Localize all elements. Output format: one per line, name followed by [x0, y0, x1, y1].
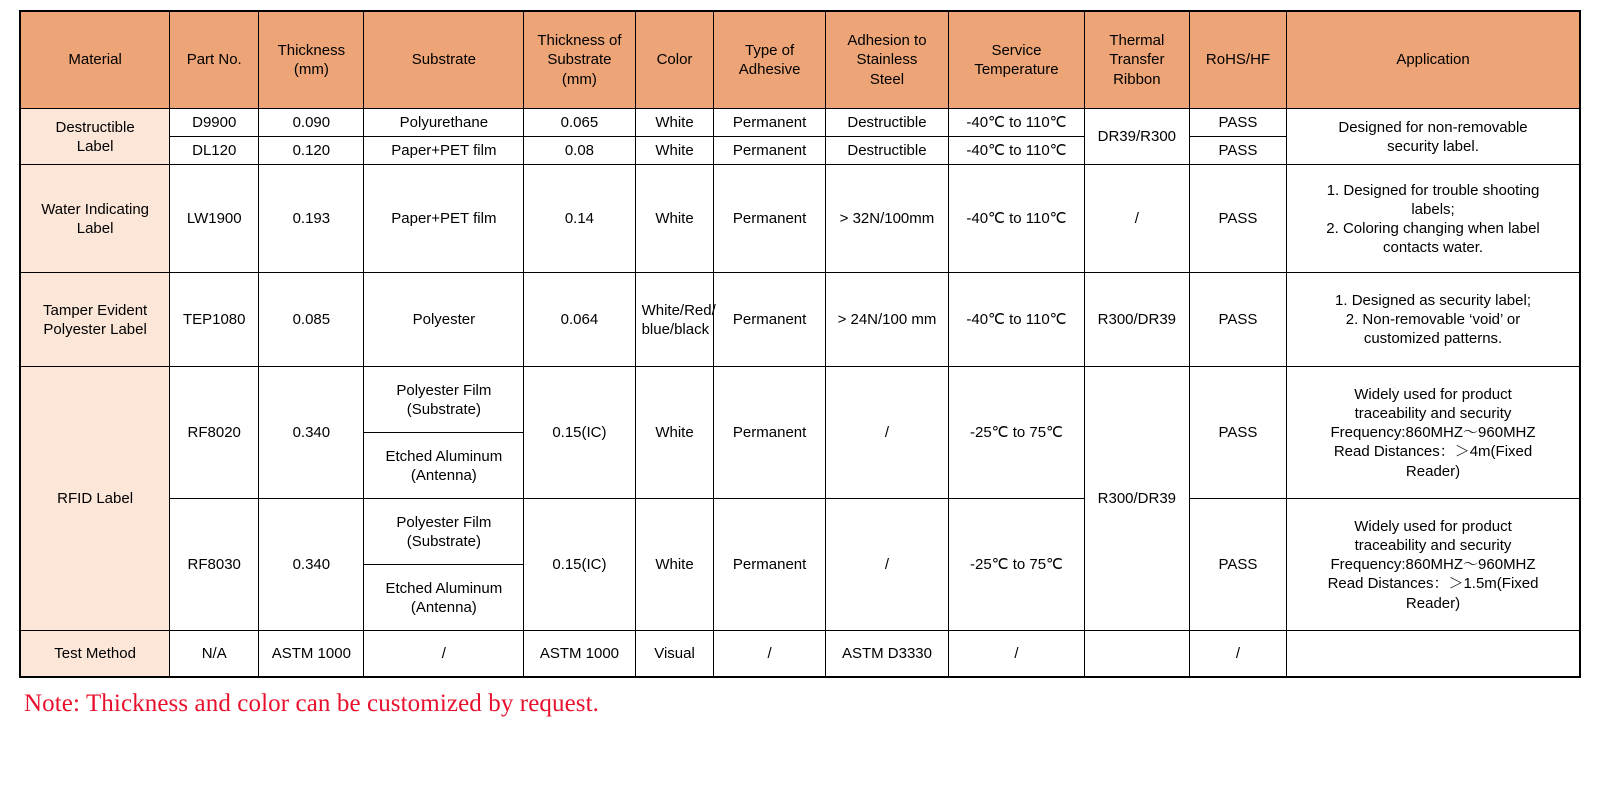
value-thickness: 0.193	[292, 210, 331, 228]
value-part-no: RF8020	[187, 424, 241, 442]
cell-ribbon-rfid	[1084, 367, 1189, 631]
header-thick-sub-line1: Thickness of	[537, 32, 622, 50]
cell-thickness-of-substrate	[524, 165, 635, 273]
value-adhesion: ASTM D3330	[841, 645, 932, 663]
value-adhesion: Destructible	[847, 142, 927, 160]
value-part-no: TEP1080	[182, 311, 246, 329]
value-thickness: 0.120	[292, 142, 331, 160]
cell-adhesion	[825, 165, 948, 273]
value-ribbon: DR39/R300	[1097, 128, 1177, 146]
value-service: -25℃ to 75℃	[970, 424, 1063, 442]
value-adhesion: Destructible	[847, 114, 927, 131]
substrate-film-line2: (Substrate)	[406, 532, 481, 550]
cell-adhesion	[825, 367, 948, 499]
cell-part-no	[170, 273, 259, 367]
header-thickness-of-substrate	[524, 11, 635, 109]
cell-color	[635, 367, 714, 499]
value-rohs: PASS	[1218, 114, 1258, 131]
application-tamper-line3: customized patterns.	[1363, 330, 1503, 348]
cell-application-rfid-8020	[1287, 367, 1580, 499]
header-thickness-line2: (mm)	[293, 61, 329, 78]
table-body	[20, 109, 1580, 677]
application-water-line1: 1. Designed for trouble shooting	[1326, 181, 1540, 199]
header-adhesion-line3: Steel	[869, 70, 905, 88]
cell-substrate	[364, 165, 524, 273]
cell-service-temperature	[949, 499, 1085, 631]
table-row	[20, 165, 1580, 273]
cell-adhesive	[714, 499, 825, 631]
substrate-antenna-line1: Etched Aluminum	[385, 579, 503, 597]
header-rohs-label: RoHS/HF	[1205, 51, 1271, 69]
cell-application-destructible	[1287, 109, 1580, 165]
cell-adhesive	[714, 273, 825, 367]
header-color	[635, 11, 714, 109]
cell-service-temperature	[949, 273, 1085, 367]
cell-adhesion	[825, 631, 948, 677]
value-part-no: LW1900	[186, 210, 242, 228]
cell-application-test-method	[1287, 631, 1580, 677]
header-application-label: Application	[1396, 51, 1470, 69]
application-rf8020-line1: Widely used for product	[1354, 385, 1512, 403]
application-water-line2: labels;	[1411, 200, 1455, 218]
cell-thickness	[259, 367, 364, 499]
cell-adhesive	[714, 137, 825, 165]
value-adhesive: Permanent	[732, 311, 807, 329]
cell-color	[635, 499, 714, 631]
value-substrate: Paper+PET film	[391, 210, 497, 228]
value-thickness-sub: ASTM 1000	[539, 645, 620, 663]
cell-color	[635, 109, 714, 137]
value-color: White	[655, 424, 694, 442]
cell-adhesive	[714, 109, 825, 137]
value-thickness: ASTM 1000	[271, 645, 351, 663]
value-adhesion: > 32N/100mm	[839, 210, 935, 228]
cell-service-temperature	[949, 631, 1085, 677]
application-water-line3: 2. Coloring changing when label	[1326, 219, 1540, 237]
value-adhesion: > 24N/100 mm	[837, 311, 937, 329]
cell-rohs	[1189, 109, 1286, 137]
cell-thickness	[259, 165, 364, 273]
cell-substrate-film	[364, 499, 524, 565]
cell-ribbon	[1084, 165, 1189, 273]
cell-rohs	[1189, 367, 1286, 499]
material-water-line1: Water Indicating	[41, 200, 150, 218]
cell-application-rfid-8030	[1287, 499, 1580, 631]
cell-thickness	[259, 109, 364, 137]
cell-material-destructible	[20, 109, 170, 165]
value-service: -40℃ to 110℃	[966, 210, 1067, 228]
header-material	[20, 11, 170, 109]
value-adhesion: /	[884, 556, 890, 574]
value-color: Visual	[654, 645, 695, 663]
cell-ribbon	[1084, 631, 1189, 677]
value-thickness-sub: 0.14	[564, 210, 595, 228]
value-thickness-sub: 0.15(IC)	[552, 556, 607, 574]
substrate-antenna-line2: (Antenna)	[410, 466, 477, 484]
cell-rohs	[1189, 137, 1286, 165]
color-tamper-line1: White/Red/	[641, 301, 716, 319]
note-text: Note: Thickness and color can be customized by request.	[24, 689, 600, 717]
material-tamper-line2: Polyester Label	[43, 320, 147, 338]
material-destructible-line2: Label	[76, 137, 114, 155]
cell-color	[635, 631, 714, 677]
value-adhesive: /	[767, 645, 772, 663]
cell-substrate	[364, 631, 524, 677]
substrate-film-line1: Polyester Film	[396, 381, 492, 399]
value-substrate: /	[441, 645, 446, 663]
cell-part-no	[170, 109, 259, 137]
cell-service-temperature	[949, 165, 1085, 273]
color-tamper-line2: blue/black	[641, 320, 710, 338]
cell-part-no	[170, 367, 259, 499]
application-destructible-line1: Designed for non-removable	[1338, 118, 1528, 136]
value-service: /	[1014, 645, 1019, 663]
header-color-label: Color	[656, 51, 693, 69]
cell-rohs	[1189, 165, 1286, 273]
material-water-line2: Label	[76, 219, 114, 237]
value-thickness: 0.085	[292, 311, 331, 329]
table-row	[20, 273, 1580, 367]
value-service: -40℃ to 110℃	[966, 142, 1067, 160]
cell-rohs	[1189, 631, 1286, 677]
cell-substrate-antenna	[364, 565, 524, 631]
table-row	[20, 499, 1580, 565]
cell-thickness	[259, 137, 364, 165]
header-service-line1: Service	[991, 41, 1042, 59]
cell-adhesive	[714, 165, 825, 273]
header-thick-sub-line2: Substrate	[547, 51, 612, 69]
cell-adhesion	[825, 273, 948, 367]
header-material-label: Material	[68, 51, 122, 69]
value-thickness-sub: 0.064	[560, 311, 599, 329]
material-test-method-label: Test Method	[54, 645, 136, 663]
cell-part-no	[170, 137, 259, 165]
cell-material-rfid	[20, 367, 170, 631]
value-ribbon: R300/DR39	[1097, 311, 1177, 329]
header-application	[1287, 11, 1580, 109]
header-adhesion-stainless-steel	[825, 11, 948, 109]
cell-application-water	[1287, 165, 1580, 273]
application-rf8030-line5: Reader)	[1405, 594, 1461, 612]
header-service-temperature	[949, 11, 1085, 109]
substrate-antenna-line1: Etched Aluminum	[385, 447, 503, 465]
value-adhesive: Permanent	[732, 556, 807, 574]
value-service: -40℃ to 110℃	[966, 311, 1067, 329]
cell-service-temperature	[949, 367, 1085, 499]
cell-thickness-of-substrate	[524, 499, 635, 631]
substrate-film-line1: Polyester Film	[396, 513, 492, 531]
table-row	[20, 631, 1580, 677]
substrate-antenna-line2: (Antenna)	[410, 598, 477, 616]
cell-adhesion	[825, 109, 948, 137]
value-substrate: Polyester	[412, 311, 476, 329]
cell-material-water-indicating	[20, 165, 170, 273]
material-rfid-label: RFID Label	[57, 490, 134, 508]
value-adhesive: Permanent	[732, 114, 807, 131]
cell-rohs	[1189, 499, 1286, 631]
value-adhesive: Permanent	[732, 424, 807, 442]
application-rf8030-line2: traceability and security	[1354, 537, 1512, 555]
value-thickness: 0.340	[292, 556, 331, 574]
value-rohs: /	[1235, 645, 1241, 663]
cell-adhesive	[714, 367, 825, 499]
cell-ribbon	[1084, 273, 1189, 367]
cell-color	[635, 165, 714, 273]
cell-adhesion	[825, 137, 948, 165]
application-water-line4: contacts water.	[1382, 239, 1484, 257]
cell-service-temperature	[949, 137, 1085, 165]
value-part-no: DL120	[192, 142, 237, 160]
value-thickness-sub: 0.065	[560, 114, 599, 131]
cell-substrate	[364, 109, 524, 137]
cell-thickness	[259, 499, 364, 631]
header-thickness	[259, 11, 364, 109]
header-part-no	[170, 11, 259, 109]
value-thickness: 0.090	[292, 114, 331, 131]
value-substrate: Polyurethane	[399, 114, 489, 131]
cell-thickness-of-substrate	[524, 631, 635, 677]
application-rf8020-line2: traceability and security	[1354, 405, 1512, 423]
header-adhesion-line1: Adhesion to	[847, 32, 927, 50]
header-row	[20, 11, 1580, 109]
value-thickness-sub: 0.08	[564, 142, 595, 160]
cell-substrate	[364, 273, 524, 367]
cell-thickness-of-substrate	[524, 273, 635, 367]
application-rf8020-line4: Read Distances：＞4m(Fixed	[1333, 443, 1533, 461]
application-tamper-line2: 2. Non-removable ‘void’ or	[1345, 311, 1521, 329]
header-ribbon-line3: Ribbon	[1113, 70, 1161, 88]
header-ribbon-line1: Thermal	[1109, 32, 1165, 50]
table-row	[20, 367, 1580, 433]
value-rohs: PASS	[1218, 210, 1258, 228]
application-rf8030-line3: Frequency:860MHZ～960MHZ	[1330, 556, 1536, 574]
header-part-no-label: Part No.	[186, 51, 242, 69]
value-part-no: D9900	[192, 114, 237, 131]
header-adhesive-line2: Adhesive	[738, 61, 801, 78]
header-thick-sub-line3: (mm)	[561, 70, 597, 88]
substrate-film-line2: (Substrate)	[406, 400, 481, 418]
cell-material-tamper-evident	[20, 273, 170, 367]
value-rohs: PASS	[1218, 556, 1258, 574]
value-service: -40℃ to 110℃	[966, 114, 1067, 131]
cell-adhesion	[825, 499, 948, 631]
material-tamper-line1: Tamper Evident	[43, 301, 148, 319]
cell-thickness	[259, 273, 364, 367]
value-part-no: RF8030	[187, 556, 241, 574]
cell-color	[635, 273, 714, 367]
value-part-no: N/A	[201, 645, 227, 663]
value-adhesive: Permanent	[732, 210, 807, 228]
value-ribbon: R300/DR39	[1097, 490, 1177, 508]
table-row	[20, 109, 1580, 137]
header-thermal-transfer-ribbon	[1084, 11, 1189, 109]
value-color: White	[655, 114, 694, 131]
application-rf8020-line3: Frequency:860MHZ～960MHZ	[1330, 424, 1536, 442]
header-substrate-label: Substrate	[411, 51, 476, 69]
value-rohs: PASS	[1218, 142, 1258, 160]
cell-thickness-of-substrate	[524, 137, 635, 165]
value-thickness: 0.340	[292, 424, 331, 442]
value-service: -25℃ to 75℃	[970, 556, 1063, 574]
cell-service-temperature	[949, 109, 1085, 137]
value-substrate: Paper+PET film	[391, 142, 497, 160]
header-service-line2: Temperature	[974, 61, 1059, 78]
value-color: White	[655, 142, 694, 160]
header-type-of-adhesive	[714, 11, 825, 109]
cell-color	[635, 137, 714, 165]
application-rf8020-line5: Reader)	[1405, 462, 1461, 480]
cell-part-no	[170, 631, 259, 677]
cell-application-tamper	[1287, 273, 1580, 367]
cell-part-no	[170, 165, 259, 273]
cell-substrate-film	[364, 367, 524, 433]
value-rohs: PASS	[1218, 311, 1258, 329]
value-ribbon: /	[1134, 210, 1139, 228]
header-adhesive-line1: Type of	[745, 41, 795, 59]
application-destructible-line2: security label.	[1387, 137, 1479, 155]
cell-substrate-antenna	[364, 433, 524, 499]
cell-substrate	[364, 137, 524, 165]
application-rf8030-line4: Read Distances：＞1.5m(Fixed	[1327, 575, 1539, 593]
cell-thickness-of-substrate	[524, 109, 635, 137]
cell-material-test-method	[20, 631, 170, 677]
specification-table	[19, 10, 1581, 678]
cell-rohs	[1189, 273, 1286, 367]
value-adhesion: /	[884, 424, 890, 442]
cell-ribbon-destructible	[1084, 109, 1189, 165]
table-header	[20, 11, 1580, 109]
header-thickness-line1: Thickness	[277, 41, 346, 59]
cell-thickness-of-substrate	[524, 367, 635, 499]
header-ribbon-line2: Transfer	[1109, 51, 1165, 69]
value-color: White	[655, 556, 694, 574]
value-rohs: PASS	[1218, 424, 1258, 442]
value-adhesive: Permanent	[732, 142, 807, 160]
value-thickness-sub: 0.15(IC)	[552, 424, 607, 442]
cell-thickness	[259, 631, 364, 677]
application-rf8030-line1: Widely used for product	[1354, 517, 1512, 535]
material-destructible-line1: Destructible	[55, 118, 135, 136]
header-substrate	[364, 11, 524, 109]
cell-part-no	[170, 499, 259, 631]
header-adhesion-line2: Stainless	[856, 51, 918, 69]
application-tamper-line1: 1. Designed as security label;	[1335, 292, 1531, 310]
value-color: White	[655, 210, 694, 228]
cell-adhesive	[714, 631, 825, 677]
header-rohs-hf	[1189, 11, 1286, 109]
